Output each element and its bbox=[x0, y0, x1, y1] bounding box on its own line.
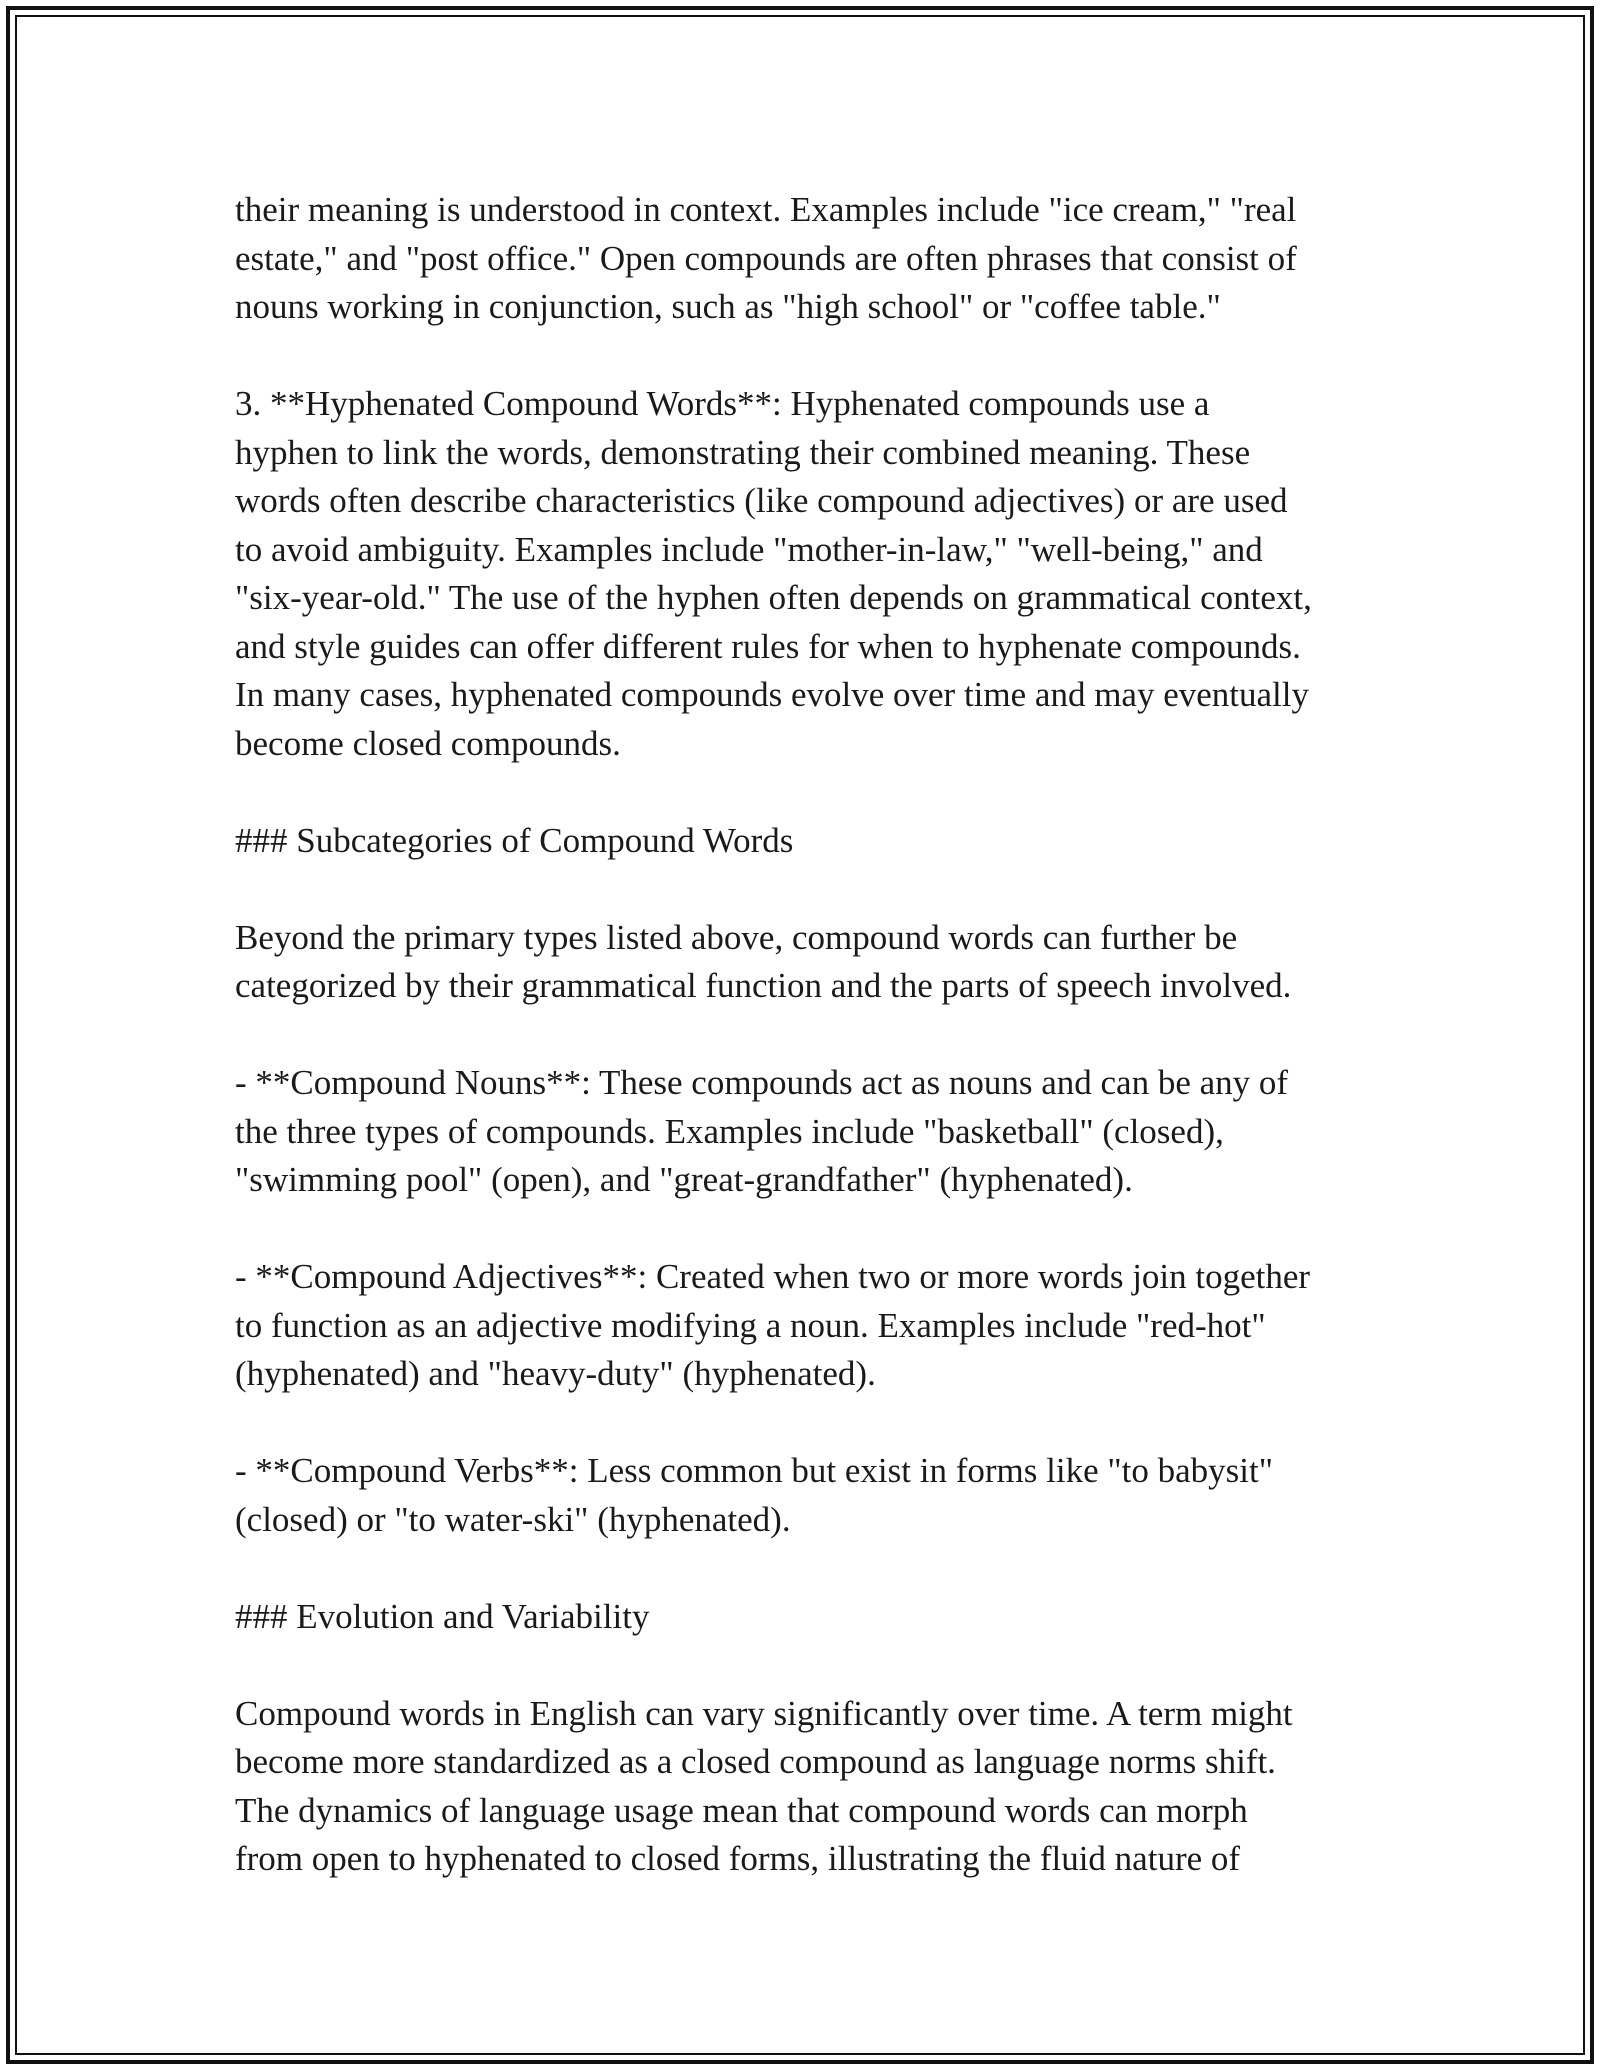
text-line: ### Evolution and Variability bbox=[235, 1596, 650, 1636]
text-line: 3. **Hyphenated Compound Words**: Hyphenated compounds use a bbox=[235, 384, 1210, 423]
list-item-compound-adjectives bbox=[235, 1253, 1375, 1399]
text-line: Compound words in English can vary significantly over time. A term might bbox=[235, 1693, 1293, 1733]
text-line: The dynamics of language usage mean that compound words can morph bbox=[235, 1790, 1248, 1830]
text-line: the three types of compounds. Examples include "basketball" (closed), bbox=[235, 1111, 1224, 1151]
text-line: hyphen to link the words, demonstrating their combined meaning. These bbox=[235, 432, 1251, 472]
paragraph-evolution bbox=[235, 1690, 1375, 1884]
text-line: - **Compound Adjectives**: Created when two or more words join together bbox=[235, 1257, 1311, 1296]
text-line: (closed) or "to water-ski" (hyphenated). bbox=[235, 1499, 791, 1539]
paragraph-open-compounds-continued bbox=[235, 186, 1375, 332]
text-line: - **Compound Verbs**: Less common but exist in forms like "to babysit" bbox=[235, 1451, 1274, 1490]
text-line: to avoid ambiguity. Examples include "mother-in-law," "well-being," and bbox=[235, 529, 1263, 569]
text-line: Beyond the primary types listed above, compound words can further be bbox=[235, 917, 1238, 957]
text-line: become more standardized as a closed compound as language norms shift. bbox=[235, 1742, 1276, 1781]
text-line: their meaning is understood in context. Examples include "ice cream," "real bbox=[235, 190, 1297, 229]
text-line: words often describe characteristics (like compound adjectives) or are used bbox=[235, 481, 1288, 520]
text-line: (hyphenated) and "heavy-duty" (hyphenated). bbox=[235, 1354, 876, 1393]
text-line: nouns working in conjunction, such as "high school" or "coffee table." bbox=[235, 287, 1221, 326]
heading-subcategories bbox=[235, 817, 1375, 866]
text-line: estate," and "post office." Open compounds are often phrases that consist of bbox=[235, 238, 1297, 278]
text-line: become closed compounds. bbox=[235, 723, 621, 763]
heading-evolution bbox=[235, 1593, 1375, 1642]
text-line: "swimming pool" (open), and "great-grandfather" (hyphenated). bbox=[235, 1160, 1133, 1199]
list-item-compound-verbs bbox=[235, 1447, 1375, 1544]
document-body bbox=[235, 186, 1375, 1932]
text-line: "six-year-old." The use of the hyphen often depends on grammatical context, bbox=[235, 578, 1312, 617]
text-line: - **Compound Nouns**: These compounds act as nouns and can be any of bbox=[235, 1063, 1289, 1102]
text-line: In many cases, hyphenated compounds evolve over time and may eventually bbox=[235, 675, 1309, 714]
paragraph-beyond-primary-types bbox=[235, 914, 1375, 1011]
text-line: and style guides can offer different rules for when to hyphenate compounds. bbox=[235, 626, 1301, 666]
text-line: categorized by their grammatical function and the parts of speech involved. bbox=[235, 966, 1292, 1005]
text-line: to function as an adjective modifying a noun. Examples include "red-hot" bbox=[235, 1305, 1266, 1345]
text-line: from open to hyphenated to closed forms, illustrating the fluid nature of bbox=[235, 1839, 1241, 1878]
text-line: ### Subcategories of Compound Words bbox=[235, 820, 794, 860]
list-item-compound-nouns bbox=[235, 1059, 1375, 1205]
paragraph-hyphenated-compounds bbox=[235, 380, 1375, 768]
